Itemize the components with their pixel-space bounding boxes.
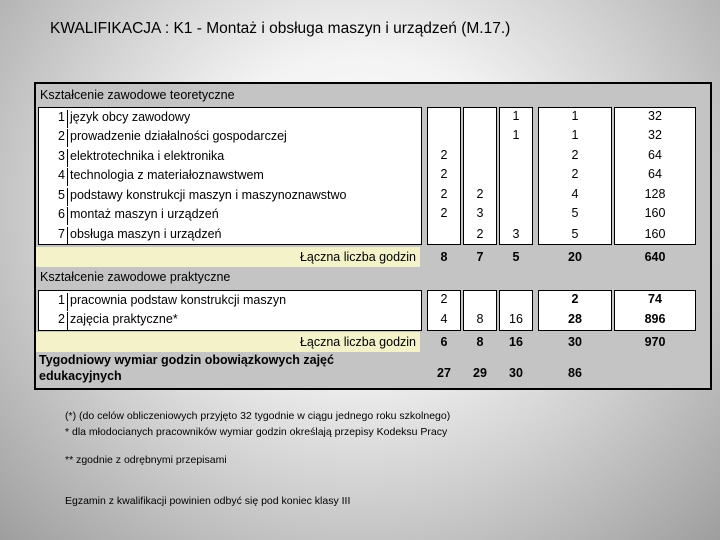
total-value: 16 xyxy=(509,335,523,349)
cell-value: 2 xyxy=(476,187,484,201)
cell-value: 1 xyxy=(571,109,579,123)
row-number: 2 xyxy=(58,312,65,326)
cell-value: 16 xyxy=(509,312,523,326)
cell-value: 1 xyxy=(571,128,579,142)
total-value: 5 xyxy=(512,250,520,264)
subject-name: technologia z materiałoznawstwem xyxy=(67,168,423,186)
subject-name: elektrotechnika i elektronika xyxy=(67,149,423,167)
total-value: 30 xyxy=(568,335,582,349)
table-row xyxy=(39,108,423,128)
practice-labels xyxy=(38,290,422,331)
table-row xyxy=(39,166,423,186)
weekly-value: 30 xyxy=(509,366,523,380)
total-value: 8 xyxy=(476,335,484,349)
table-row xyxy=(39,310,423,330)
cell-value: 1 xyxy=(512,109,520,123)
cell-value: 128 xyxy=(644,187,666,201)
total-value: 6 xyxy=(440,335,448,349)
table-row xyxy=(39,186,423,206)
section-header-theory: Kształcenie zawodowe teoretyczne xyxy=(40,88,235,102)
weekly-value: 86 xyxy=(568,366,582,380)
row-number: 7 xyxy=(58,227,65,241)
table-row xyxy=(39,291,423,311)
cell-value: 896 xyxy=(644,312,666,326)
total-value: 640 xyxy=(644,250,666,264)
cell-value: 5 xyxy=(571,227,579,241)
note-separate-rules: ** zgodnie z odrębnymi przepisami xyxy=(65,454,227,466)
weekly-value: 27 xyxy=(437,366,451,380)
weekly-value: 29 xyxy=(473,366,487,380)
total-value: 970 xyxy=(644,335,666,349)
subject-name: pracownia podstaw konstrukcji maszyn xyxy=(67,293,423,311)
cell-value: 28 xyxy=(568,312,582,326)
note-calculation: (*) (do celów obliczeniowych przyjęto 32 tygodnie w ciągu jednego roku szkolnego) xyxy=(65,410,451,422)
row-number: 3 xyxy=(58,149,65,163)
cell-value: 2 xyxy=(440,148,448,162)
cell-value: 2 xyxy=(440,206,448,220)
table-row xyxy=(39,225,423,245)
cell-value: 2 xyxy=(571,167,579,181)
weekly-hours-label: Tygodniowy wymiar godzin obowiązkowych zajęć edukacyjnych xyxy=(39,353,334,383)
cell-value: 64 xyxy=(648,167,662,181)
theory-labels xyxy=(38,107,422,245)
note-exam: Egzamin z kwalifikacji powinien odbyć się pod koniec klasy III xyxy=(65,495,351,507)
cell-value: 160 xyxy=(644,227,666,241)
total-value: 8 xyxy=(440,250,448,264)
total-value: 20 xyxy=(568,250,582,264)
subject-name: obsługa maszyn i urządzeń xyxy=(67,227,423,245)
total-label: Łączna liczba godzin xyxy=(299,335,416,349)
note-young-workers: * dla młodocianych pracowników wymiar godzin określają przepisy Kodeksu Pracy xyxy=(65,426,448,438)
subject-name: montaż maszyn i urządzeń xyxy=(67,207,423,225)
cell-value: 4 xyxy=(440,312,448,326)
cell-value: 8 xyxy=(476,312,484,326)
cell-value: 74 xyxy=(648,292,662,306)
page-title: KWALIFIKACJA : K1 - Montaż i obsługa maszyn i urządzeń (M.17.) xyxy=(50,20,511,37)
row-number: 6 xyxy=(58,207,65,221)
cell-value: 3 xyxy=(476,206,484,220)
curriculum-table xyxy=(34,82,712,390)
cell-value: 2 xyxy=(476,227,484,241)
subject-name: podstawy konstrukcji maszyn i maszynoznawstwo xyxy=(67,188,423,206)
cell-value: 64 xyxy=(648,148,662,162)
table-row xyxy=(39,127,423,147)
theory-total-row xyxy=(36,247,420,267)
cell-value: 2 xyxy=(440,167,448,181)
column-year2-theory xyxy=(463,107,497,245)
cell-value: 2 xyxy=(440,292,448,306)
cell-value: 1 xyxy=(512,128,520,142)
row-number: 5 xyxy=(58,188,65,202)
cell-value: 2 xyxy=(440,187,448,201)
table-row xyxy=(39,205,423,225)
cell-value: 4 xyxy=(571,187,579,201)
cell-value: 32 xyxy=(648,128,662,142)
section-header-practice: Kształcenie zawodowe praktyczne xyxy=(40,270,231,284)
table-row xyxy=(39,147,423,167)
cell-value: 5 xyxy=(571,206,579,220)
row-number: 2 xyxy=(58,129,65,143)
total-label: Łączna liczba godzin xyxy=(299,250,416,264)
cell-value: 3 xyxy=(512,227,520,241)
subject-name: zajęcia praktyczne* xyxy=(67,312,423,330)
subject-name: prowadzenie działalności gospodarczej xyxy=(67,129,423,147)
row-number: 1 xyxy=(58,293,65,307)
row-number: 1 xyxy=(58,110,65,124)
cell-value: 160 xyxy=(644,206,666,220)
total-value: 7 xyxy=(476,250,484,264)
subject-name: język obcy zawodowy xyxy=(67,110,423,128)
cell-value: 32 xyxy=(648,109,662,123)
cell-value: 2 xyxy=(571,148,579,162)
practice-total-row xyxy=(36,332,420,352)
row-number: 4 xyxy=(58,168,65,182)
cell-value: 2 xyxy=(571,292,579,306)
